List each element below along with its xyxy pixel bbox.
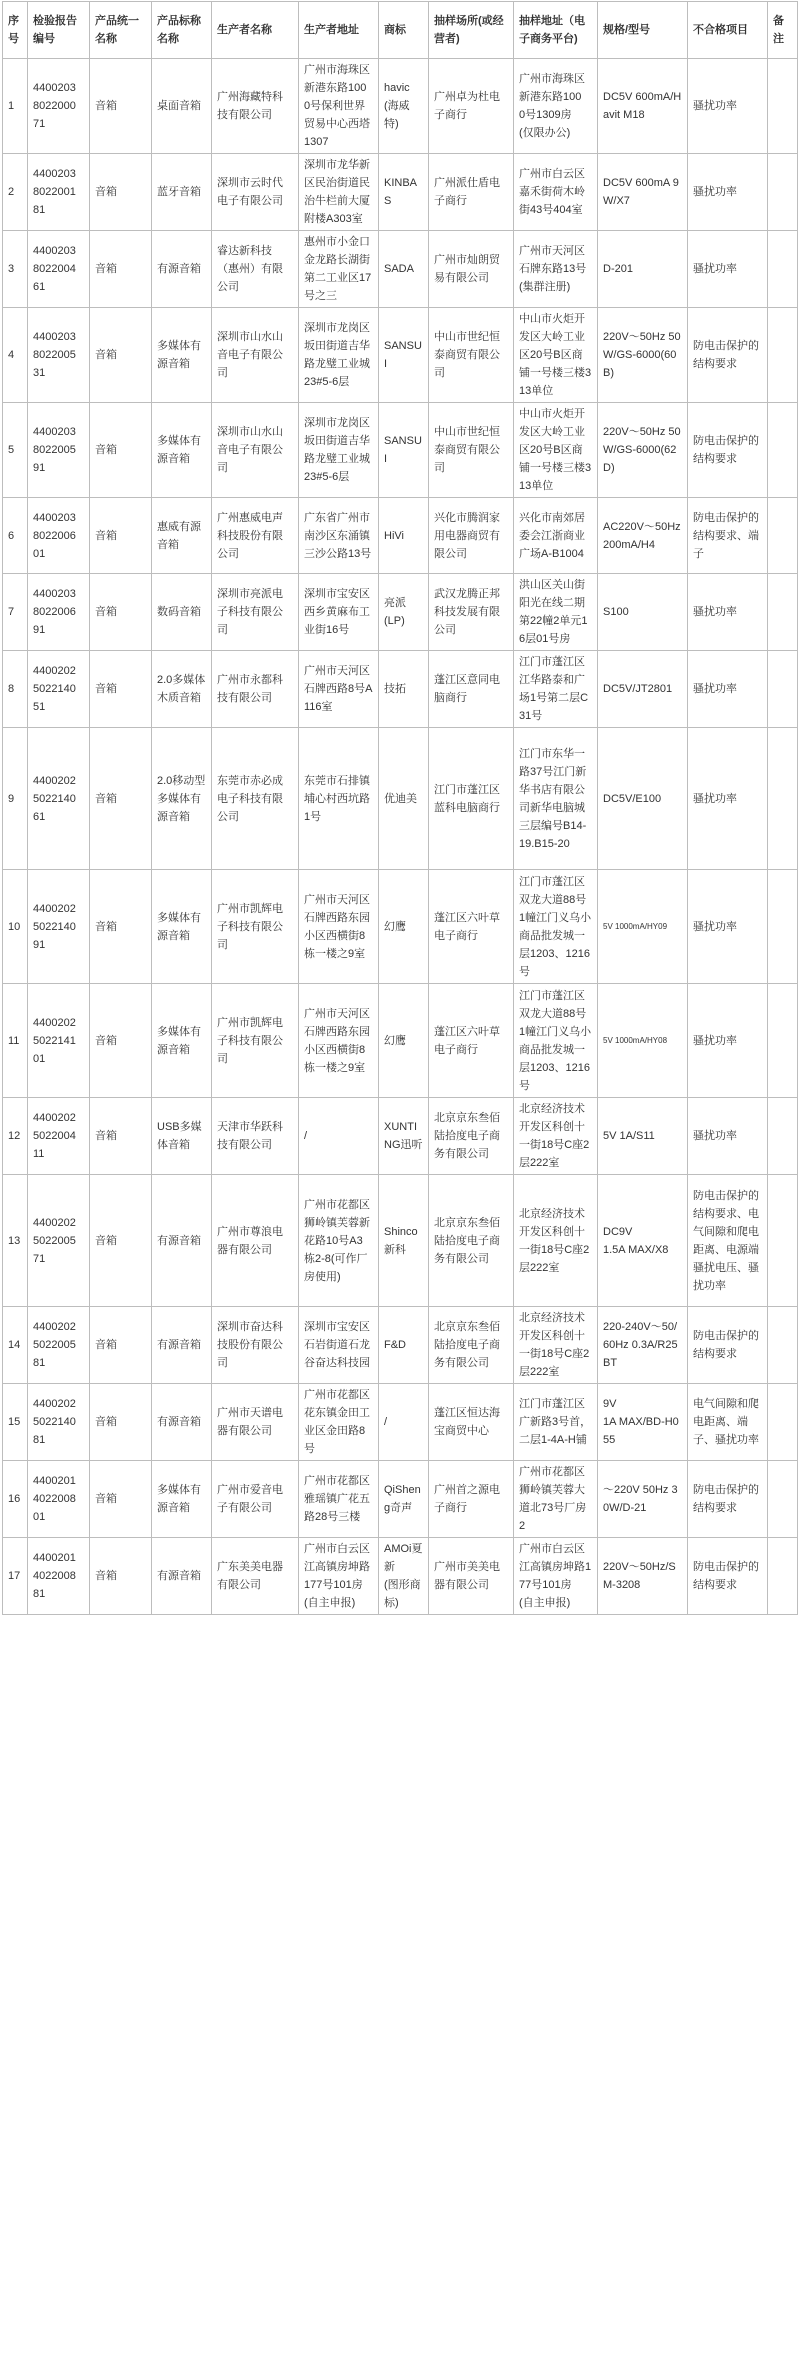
cell-no: 10 [3, 870, 28, 984]
cell-brand: 幻鹰 [379, 870, 429, 984]
cell-maker-addr: 惠州市小金口金龙路长湖街第二工业区17号之三 [299, 231, 379, 308]
cell-note [768, 1538, 798, 1615]
cell-seller: 北京京东叁佰陆拾度电子商务有限公司 [429, 1307, 514, 1384]
cell-fail: 骚扰功率 [688, 728, 768, 870]
cell-pname: 多媒体有源音箱 [152, 308, 212, 403]
cell-seller-addr: 江门市蓬江区江华路泰和广场1号第二层C31号 [514, 651, 598, 728]
cell-report: 4400203 8022005 91 [28, 403, 90, 498]
cell-maker-addr: 东莞市石排镇埔心村西坑路1号 [299, 728, 379, 870]
cell-report: 4400203 8022006 91 [28, 574, 90, 651]
cell-seller-addr: 江门市蓬江区双龙大道88号1幢江门义乌小商品批发城一层1203、1216号 [514, 984, 598, 1098]
cell-seller-addr: 江门市蓬江区双龙大道88号1幢江门义乌小商品批发城一层1203、1216号 [514, 870, 598, 984]
cell-seller: 江门市蓬江区蓝科电脑商行 [429, 728, 514, 870]
table-row [3, 154, 798, 231]
header-spec: 规格/型号 [598, 2, 688, 59]
cell-report: 4400202 5022005 71 [28, 1175, 90, 1307]
cell-report: 4400202 5022004 11 [28, 1098, 90, 1175]
cell-spec: 5V 1000mA/HY08 [598, 984, 688, 1098]
cell-brand: AMOi夏新 (图形商标) [379, 1538, 429, 1615]
table-row [3, 308, 798, 403]
cell-uname: 音箱 [90, 728, 152, 870]
cell-pname: 多媒体有源音箱 [152, 403, 212, 498]
cell-report: 4400202 5022140 61 [28, 728, 90, 870]
cell-fail: 骚扰功率 [688, 574, 768, 651]
cell-no: 5 [3, 403, 28, 498]
cell-seller-addr: 广州市白云区江高镇房坤路177号101房 (自主申报) [514, 1538, 598, 1615]
cell-maker-addr: 广州市海珠区新港东路100 0号保利世界贸易中心西塔 1307 [299, 59, 379, 154]
cell-spec: 220V～50Hz 50W/GS-6000(62D) [598, 403, 688, 498]
table-row [3, 59, 798, 154]
cell-brand: 技拓 [379, 651, 429, 728]
cell-maker-addr: 深圳市宝安区西乡黄麻布工业街16号 [299, 574, 379, 651]
header-seller: 抽样场所(或经营者) [429, 2, 514, 59]
table-row [3, 1461, 798, 1538]
cell-spec: ～220V 50Hz 30W/D-21 [598, 1461, 688, 1538]
cell-maker: 广州市爱音电子有限公司 [212, 1461, 299, 1538]
cell-uname: 音箱 [90, 1538, 152, 1615]
cell-note [768, 574, 798, 651]
cell-pname: 有源音箱 [152, 231, 212, 308]
cell-brand: QiSheng奇声 [379, 1461, 429, 1538]
cell-maker-addr: 深圳市龙岗区坂田街道吉华路龙璧工业城23#5-6层 [299, 308, 379, 403]
cell-no: 14 [3, 1307, 28, 1384]
cell-no: 12 [3, 1098, 28, 1175]
header-pname: 产品标称名称 [152, 2, 212, 59]
cell-seller: 蓬江区六叶草电子商行 [429, 984, 514, 1098]
cell-report: 4400203 8022000 71 [28, 59, 90, 154]
cell-seller: 蓬江区意同电脑商行 [429, 651, 514, 728]
cell-seller: 中山市世纪恒泰商贸有限公司 [429, 308, 514, 403]
cell-brand: 幻鹰 [379, 984, 429, 1098]
cell-fail: 骚扰功率 [688, 231, 768, 308]
cell-report: 4400203 8022004 61 [28, 231, 90, 308]
table-row [3, 870, 798, 984]
cell-pname: 多媒体有源音箱 [152, 984, 212, 1098]
header-note: 备注 [768, 2, 798, 59]
cell-report: 4400201 4022008 01 [28, 1461, 90, 1538]
cell-note [768, 651, 798, 728]
cell-note [768, 984, 798, 1098]
cell-note [768, 308, 798, 403]
cell-brand: / [379, 1384, 429, 1461]
cell-seller-addr: 中山市火炬开发区大岭工业区20号B区商铺一号楼三楼313单位 [514, 403, 598, 498]
cell-note [768, 728, 798, 870]
cell-maker-addr: 广州市天河区石牌西路8号A116室 [299, 651, 379, 728]
cell-no: 2 [3, 154, 28, 231]
cell-note [768, 1175, 798, 1307]
header-maker-addr: 生产者地址 [299, 2, 379, 59]
cell-fail: 防电击保护的结构要求、电气间隙和爬电距离、电源端骚扰电压、骚扰功率 [688, 1175, 768, 1307]
cell-spec: 9V 1A MAX/BD-H055 [598, 1384, 688, 1461]
inspection-table [2, 1, 798, 1615]
cell-seller-addr: 北京经济技术开发区科创十一街18号C座2层222室 [514, 1098, 598, 1175]
cell-fail: 骚扰功率 [688, 1098, 768, 1175]
cell-maker-addr: 广州市白云区江高镇房坤路177号101房 (自主申报) [299, 1538, 379, 1615]
cell-note [768, 1384, 798, 1461]
cell-note [768, 498, 798, 574]
cell-uname: 音箱 [90, 59, 152, 154]
table-row [3, 1307, 798, 1384]
cell-seller: 北京京东叁佰陆拾度电子商务有限公司 [429, 1175, 514, 1307]
cell-seller: 中山市世纪恒泰商贸有限公司 [429, 403, 514, 498]
cell-maker: 广州市尊浪电器有限公司 [212, 1175, 299, 1307]
cell-note [768, 59, 798, 154]
cell-brand: HiVi [379, 498, 429, 574]
table-row [3, 574, 798, 651]
cell-pname: 有源音箱 [152, 1538, 212, 1615]
cell-uname: 音箱 [90, 498, 152, 574]
cell-uname: 音箱 [90, 1175, 152, 1307]
header-seller-addr: 抽样地址（电子商务平台) [514, 2, 598, 59]
cell-maker: 深圳市山水山音电子有限公司 [212, 308, 299, 403]
cell-maker-addr: 深圳市龙岗区坂田街道吉华路龙璧工业城23#5-6层 [299, 403, 379, 498]
cell-brand: Shinco新科 [379, 1175, 429, 1307]
cell-brand: F&D [379, 1307, 429, 1384]
table-row [3, 984, 798, 1098]
cell-note [768, 1098, 798, 1175]
cell-note [768, 154, 798, 231]
cell-report: 4400203 8022006 01 [28, 498, 90, 574]
cell-pname: 数码音箱 [152, 574, 212, 651]
cell-spec: DC5V 600mA/Havit M18 [598, 59, 688, 154]
cell-no: 8 [3, 651, 28, 728]
cell-report: 4400202 5022140 81 [28, 1384, 90, 1461]
cell-seller: 广州首之源电子商行 [429, 1461, 514, 1538]
table-row [3, 1384, 798, 1461]
cell-fail: 防电击保护的结构要求、端子 [688, 498, 768, 574]
cell-brand: SANSUI [379, 308, 429, 403]
cell-spec: S100 [598, 574, 688, 651]
table-row [3, 1175, 798, 1307]
cell-maker: 深圳市云时代电子有限公司 [212, 154, 299, 231]
cell-report: 4400203 8022001 81 [28, 154, 90, 231]
cell-fail: 骚扰功率 [688, 984, 768, 1098]
cell-no: 9 [3, 728, 28, 870]
cell-brand: KINBAS [379, 154, 429, 231]
cell-report: 4400201 4022008 81 [28, 1538, 90, 1615]
cell-report: 4400202 5022005 81 [28, 1307, 90, 1384]
cell-seller-addr: 兴化市南郊居委会江浙商业广场A-B1004 [514, 498, 598, 574]
cell-maker: 广州市凯辉电子科技有限公司 [212, 870, 299, 984]
cell-pname: 有源音箱 [152, 1307, 212, 1384]
cell-fail: 防电击保护的结构要求 [688, 403, 768, 498]
cell-pname: 蓝牙音箱 [152, 154, 212, 231]
cell-maker-addr: 广州市天河区石牌西路东园小区西横街8栋一楼之9室 [299, 870, 379, 984]
cell-spec: D-201 [598, 231, 688, 308]
cell-spec: DC5V 600mA 9W/X7 [598, 154, 688, 231]
table-row [3, 1538, 798, 1615]
table-header-row [3, 2, 798, 59]
cell-fail: 防电击保护的结构要求 [688, 1307, 768, 1384]
cell-report: 4400202 5022140 91 [28, 870, 90, 984]
cell-maker-addr: 深圳市宝安区石岩街道石龙谷奋达科技园 [299, 1307, 379, 1384]
cell-maker: 广州海藏特科技有限公司 [212, 59, 299, 154]
table-row [3, 498, 798, 574]
cell-uname: 音箱 [90, 154, 152, 231]
cell-fail: 骚扰功率 [688, 651, 768, 728]
cell-seller: 广州派仕盾电子商行 [429, 154, 514, 231]
cell-no: 17 [3, 1538, 28, 1615]
cell-seller: 广州市灿朗贸易有限公司 [429, 231, 514, 308]
cell-spec: 5V 1A/S11 [598, 1098, 688, 1175]
cell-uname: 音箱 [90, 984, 152, 1098]
cell-pname: 多媒体有源音箱 [152, 870, 212, 984]
cell-maker-addr: 广东省广州市南沙区东涌镇三沙公路13号 [299, 498, 379, 574]
cell-seller-addr: 北京经济技术开发区科创十一街18号C座2层222室 [514, 1175, 598, 1307]
cell-maker: 深圳市山水山音电子有限公司 [212, 403, 299, 498]
cell-fail: 骚扰功率 [688, 154, 768, 231]
cell-uname: 音箱 [90, 403, 152, 498]
cell-fail: 防电击保护的结构要求 [688, 1538, 768, 1615]
cell-maker: 天津市华跃科技有限公司 [212, 1098, 299, 1175]
header-uname: 产品统一名称 [90, 2, 152, 59]
cell-report: 4400202 5022141 01 [28, 984, 90, 1098]
cell-spec: 220V～50Hz/SM-3208 [598, 1538, 688, 1615]
header-maker: 生产者名称 [212, 2, 299, 59]
cell-pname: USB多媒体音箱 [152, 1098, 212, 1175]
cell-fail: 骚扰功率 [688, 59, 768, 154]
cell-brand: 亮派 (LP) [379, 574, 429, 651]
cell-maker: 广州市永都科技有限公司 [212, 651, 299, 728]
header-fail: 不合格项目 [688, 2, 768, 59]
cell-maker-addr: / [299, 1098, 379, 1175]
cell-no: 1 [3, 59, 28, 154]
cell-seller-addr: 广州市花都区狮岭镇芙蓉大道北73号厂房2 [514, 1461, 598, 1538]
cell-spec: DC5V/JT2801 [598, 651, 688, 728]
cell-maker: 深圳市奋达科技股份有限公司 [212, 1307, 299, 1384]
cell-seller: 广州市美美电器有限公司 [429, 1538, 514, 1615]
table-row [3, 651, 798, 728]
cell-report: 4400202 5022140 51 [28, 651, 90, 728]
cell-maker: 广州市天谱电器有限公司 [212, 1384, 299, 1461]
cell-no: 7 [3, 574, 28, 651]
cell-spec: AC220V～50Hz 200mA/H4 [598, 498, 688, 574]
cell-maker: 广州惠威电声科技股份有限公司 [212, 498, 299, 574]
cell-uname: 音箱 [90, 870, 152, 984]
cell-no: 16 [3, 1461, 28, 1538]
table-row [3, 403, 798, 498]
header-brand: 商标 [379, 2, 429, 59]
cell-seller-addr: 广州市天河区石牌东路13号 (集群注册) [514, 231, 598, 308]
cell-fail: 电气间隙和爬电距离、端子、骚扰功率 [688, 1384, 768, 1461]
cell-seller: 蓬江区恒达海宝商贸中心 [429, 1384, 514, 1461]
header-report: 检验报告编号 [28, 2, 90, 59]
cell-brand: SADA [379, 231, 429, 308]
cell-note [768, 403, 798, 498]
cell-uname: 音箱 [90, 574, 152, 651]
cell-maker: 睿达新科技（惠州）有限公司 [212, 231, 299, 308]
cell-pname: 桌面音箱 [152, 59, 212, 154]
cell-maker: 广州市凯辉电子科技有限公司 [212, 984, 299, 1098]
cell-seller: 广州卓为杜电子商行 [429, 59, 514, 154]
cell-note [768, 870, 798, 984]
cell-seller: 蓬江区六叶草电子商行 [429, 870, 514, 984]
cell-no: 13 [3, 1175, 28, 1307]
cell-uname: 音箱 [90, 1461, 152, 1538]
cell-uname: 音箱 [90, 1098, 152, 1175]
cell-pname: 有源音箱 [152, 1384, 212, 1461]
cell-note [768, 231, 798, 308]
cell-seller-addr: 广州市白云区嘉禾街荷木岭街43号404室 [514, 154, 598, 231]
cell-uname: 音箱 [90, 1307, 152, 1384]
cell-no: 3 [3, 231, 28, 308]
cell-pname: 有源音箱 [152, 1175, 212, 1307]
cell-spec: 220-240V～50/60Hz 0.3A/R25BT [598, 1307, 688, 1384]
cell-seller-addr: 洪山区关山街阳光在线二期第22幢2单元16层01号房 [514, 574, 598, 651]
cell-pname: 2.0移动型多媒体有源音箱 [152, 728, 212, 870]
cell-brand: havic (海威特) [379, 59, 429, 154]
cell-seller: 北京京东叁佰陆拾度电子商务有限公司 [429, 1098, 514, 1175]
cell-seller-addr: 北京经济技术开发区科创十一街18号C座2层222室 [514, 1307, 598, 1384]
cell-maker-addr: 广州市花都区花东镇金田工业区金田路8号 [299, 1384, 379, 1461]
cell-maker-addr: 深圳市龙华新区民治街道民治牛栏前大厦附楼A303室 [299, 154, 379, 231]
cell-seller: 兴化市腾润家用电器商贸有限公司 [429, 498, 514, 574]
cell-brand: 优迪美 [379, 728, 429, 870]
cell-spec: DC5V/E100 [598, 728, 688, 870]
cell-uname: 音箱 [90, 651, 152, 728]
cell-maker: 深圳市亮派电子科技有限公司 [212, 574, 299, 651]
cell-fail: 防电击保护的结构要求 [688, 1461, 768, 1538]
cell-seller: 武汉龙腾正邦科技发展有限公司 [429, 574, 514, 651]
table-row [3, 231, 798, 308]
cell-spec: 5V 1000mA/HY09 [598, 870, 688, 984]
header-no: 序号 [3, 2, 28, 59]
cell-maker-addr: 广州市花都区雅瑶镇广花五路28号三楼 [299, 1461, 379, 1538]
cell-spec: 220V～50Hz 50W/GS-6000(60B) [598, 308, 688, 403]
cell-seller-addr: 江门市蓬江区广新路3号首，二层1-4A-H铺 [514, 1384, 598, 1461]
cell-maker-addr: 广州市天河区石牌西路东园小区西横街8栋一楼之9室 [299, 984, 379, 1098]
cell-no: 4 [3, 308, 28, 403]
cell-pname: 惠威有源音箱 [152, 498, 212, 574]
cell-spec: DC9V 1.5A MAX/X8 [598, 1175, 688, 1307]
cell-seller-addr: 广州市海珠区新港东路100 0号1309房 (仅限办公) [514, 59, 598, 154]
cell-uname: 音箱 [90, 231, 152, 308]
cell-maker-addr: 广州市花都区狮岭镇芙蓉新花路10号A3栋2-8(可作厂房使用) [299, 1175, 379, 1307]
cell-brand: SANSUI [379, 403, 429, 498]
cell-maker: 东莞市赤必成电子科技有限公司 [212, 728, 299, 870]
cell-seller-addr: 中山市火炬开发区大岭工业区20号B区商铺一号楼三楼313单位 [514, 308, 598, 403]
cell-pname: 2.0多媒体木质音箱 [152, 651, 212, 728]
cell-note [768, 1461, 798, 1538]
cell-uname: 音箱 [90, 1384, 152, 1461]
cell-no: 15 [3, 1384, 28, 1461]
cell-seller-addr: 江门市东华一路37号江门新华书店有限公司新华电脑城三层编号B14-19.B15-20 [514, 728, 598, 870]
cell-brand: XUNTING迅听 [379, 1098, 429, 1175]
cell-note [768, 1307, 798, 1384]
cell-fail: 骚扰功率 [688, 870, 768, 984]
cell-no: 11 [3, 984, 28, 1098]
cell-fail: 防电击保护的结构要求 [688, 308, 768, 403]
table-row [3, 728, 798, 870]
table-row [3, 1098, 798, 1175]
cell-report: 4400203 8022005 31 [28, 308, 90, 403]
cell-uname: 音箱 [90, 308, 152, 403]
cell-maker: 广东美美电器有限公司 [212, 1538, 299, 1615]
cell-pname: 多媒体有源音箱 [152, 1461, 212, 1538]
cell-no: 6 [3, 498, 28, 574]
